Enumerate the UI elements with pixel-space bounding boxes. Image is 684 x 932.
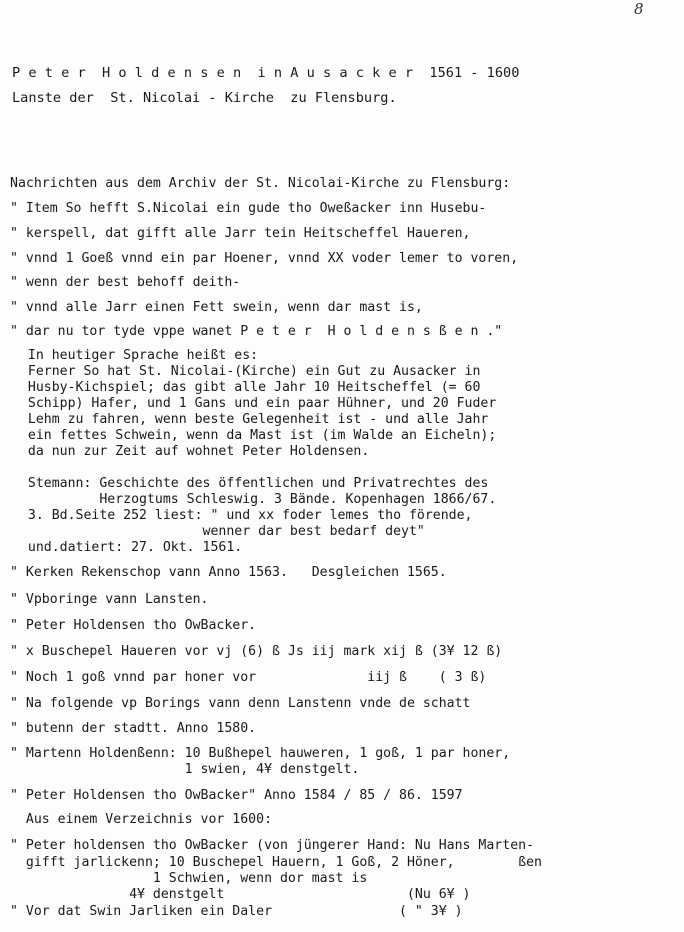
text-line: 4¥ denstgelt (Nu 6¥ )	[10, 887, 471, 902]
text-line: " vnnd 1 Goeß vnnd ein par Hoener, vnnd XX voder lemer to voren,	[10, 251, 519, 266]
text-line: da nun zur Zeit auf wohnet Peter Holdensen.	[12, 444, 370, 459]
page-number: 8	[634, 0, 644, 18]
title-line-1: P e t e r H o l d e n s e n i n A u s a c k e r 1561 - 1600	[12, 65, 520, 81]
text-line: ein fettes Schwein, wenn da Mast ist (im Walde an Eicheln);	[12, 428, 497, 443]
text-line: " Noch 1 goß vnnd par honer vor iij ß ( 3 ß)	[10, 670, 487, 685]
text-line: " Na folgende vp Borings vann denn Lanstenn vnde de schatt	[10, 696, 471, 711]
title-line-2: Lanste der St. Nicolai - Kirche zu Flensburg.	[12, 90, 397, 106]
text-line: Ferner So hat St. Nicolai-(Kirche) ein Gut zu Ausacker in	[12, 364, 481, 379]
text-line: " Martenn Holdenßenn: 10 Bußhepel hauweren, 1 goß, 1 par honer,	[10, 746, 511, 761]
text-line: " Vor dat Swin Jarliken ein Daler ( " 3¥ )	[10, 904, 463, 919]
text-line: " Peter Holdensen tho OwBacker" Anno 1584 / 85 / 86. 1597	[10, 788, 463, 803]
text-line: Husby-Kichspiel; das gibt alle Jahr 10 Heitscheffel (= 60	[12, 380, 481, 395]
text-line: " kerspell, dat gifft alle Jarr tein Heitscheffel Haueren,	[10, 226, 471, 241]
text-line: Schipp) Hafer, und 1 Gans und ein paar Hühner, und 20 Fuder	[12, 396, 497, 411]
text-line: Stemann: Geschichte des öffentlichen und Privatrechtes des	[12, 476, 489, 491]
text-line: 3. Bd.Seite 252 liest: " und xx foder lemes tho förende,	[12, 508, 473, 523]
text-line: gifft jarlickenn; 10 Buschepel Hauern, 1 Goß, 2 Höner, ßen	[10, 855, 542, 870]
text-line: " Item So hefft S.Nicolai ein gude tho Oweßacker inn Husebu-	[10, 201, 487, 216]
text-line: " wenn der best behoff deith-	[10, 275, 241, 290]
text-line: Lehm zu fahren, wenn beste Gelegenheit ist - und alle Jahr	[12, 412, 489, 427]
text-line: " Peter holdensen tho OwBacker (von jüngerer Hand: Nu Hans Marten-	[10, 838, 535, 853]
text-line: " vnnd alle Jarr einen Fett swein, wenn dar mast is,	[10, 300, 423, 315]
text-line: " butenn der stadtt. Anno 1580.	[10, 721, 257, 736]
text-line: 1 Schwien, wenn dor mast is	[10, 871, 368, 886]
text-line: In heutiger Sprache heißt es:	[12, 348, 259, 363]
text-line: " dar nu tor tyde vppe wanet P e t e r H o l d e n s ß e n ."	[10, 324, 503, 339]
text-line: Herzogtums Schleswig. 3 Bände. Kopenhagen 1866/67.	[12, 492, 497, 507]
text-line: und.datiert: 27. Okt. 1561.	[12, 540, 243, 555]
text-line: 1 swien, 4¥ denstgelt.	[10, 762, 360, 777]
text-line: Nachrichten aus dem Archiv der St. Nicolai-Kirche zu Flensburg:	[10, 176, 511, 191]
text-line: " Kerken Rekenschop vann Anno 1563. Desgleichen 1565.	[10, 565, 447, 580]
text-line: Aus einem Verzeichnis vor 1600:	[10, 812, 273, 827]
text-line: " Peter Holdensen tho OwBacker.	[10, 618, 257, 633]
text-line: wenner dar best bedarf deyt"	[12, 524, 425, 539]
text-line: " x Buschepel Haueren vor vj (6) ß Js iij mark xij ß (3¥ 12 ß)	[10, 644, 503, 659]
text-line: " Vpboringe vann Lansten.	[10, 592, 209, 607]
